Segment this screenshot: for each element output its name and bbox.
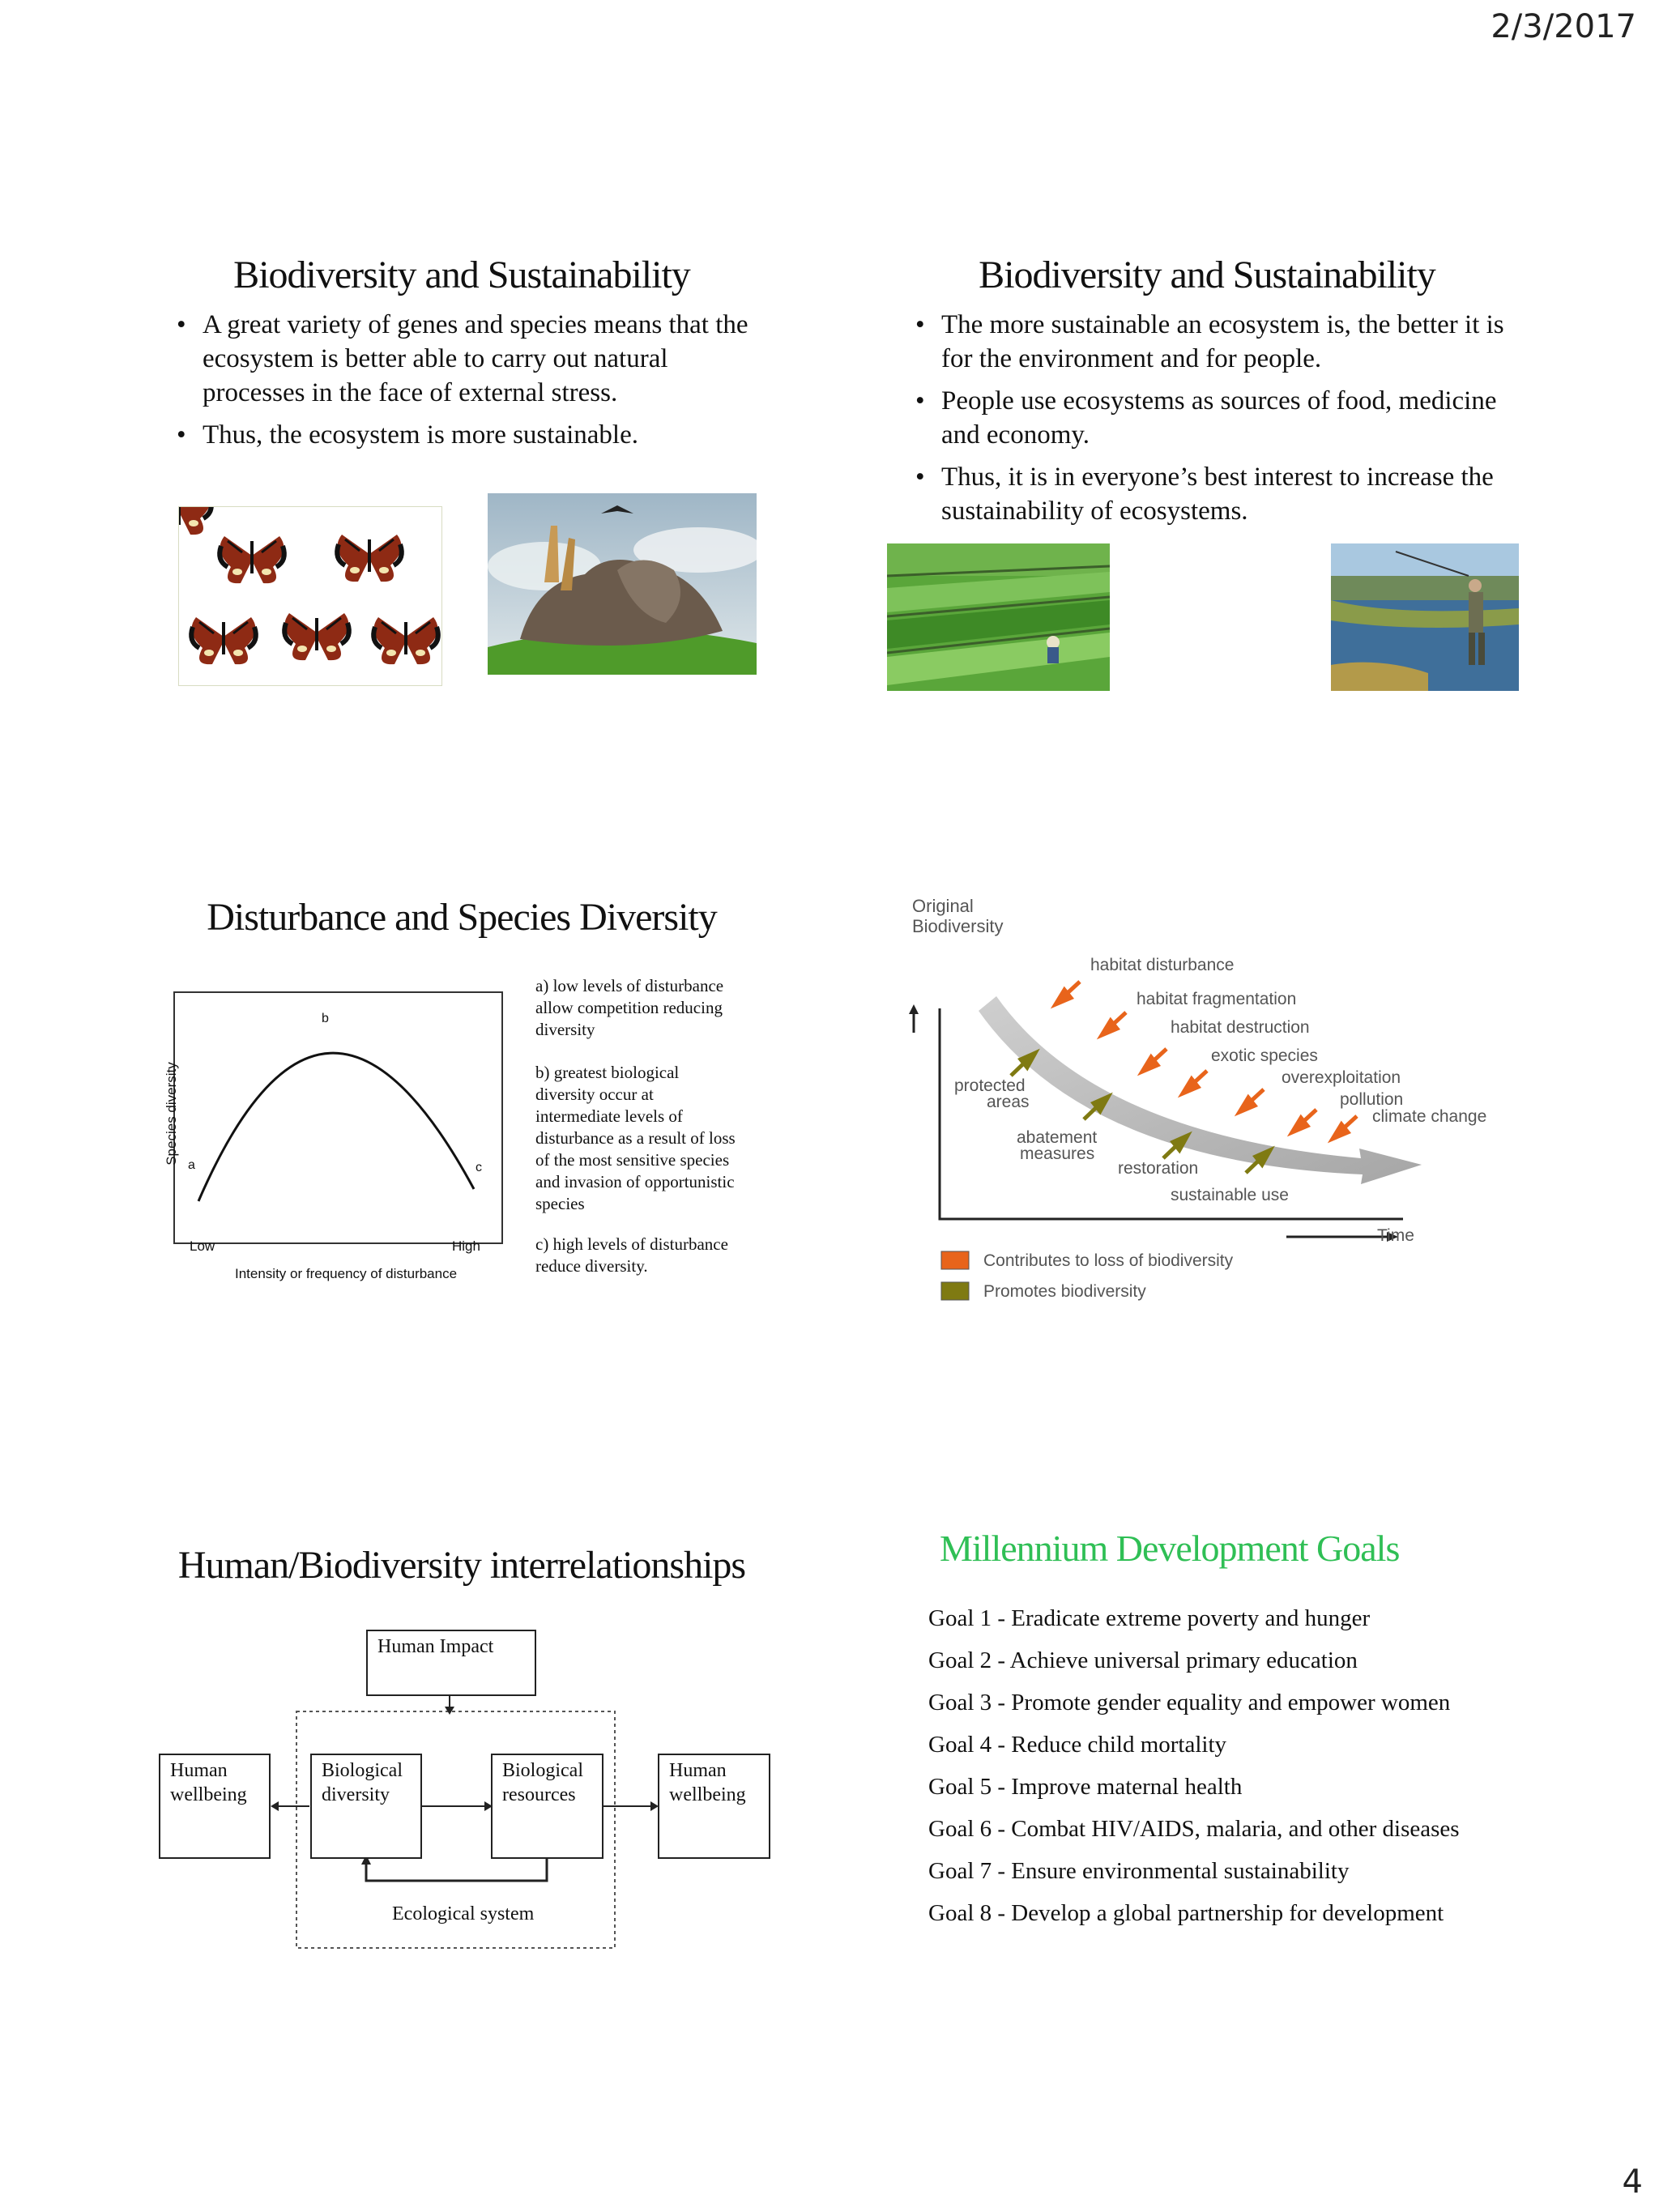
right-wellbeing-box [658, 1754, 770, 1859]
promote-label: abatement [1017, 1128, 1098, 1147]
page-date: 2/3/2017 [1491, 8, 1636, 45]
chart-y-label: Species diversity [164, 1062, 179, 1166]
note-b: b) greatest biological diversity occur at intermediate levels of disturbance as a result of loss of the most sensitive species and invasion of opportunistic species [535, 1063, 736, 1213]
note-c: c) high levels of disturbance reduce diversity. [535, 1234, 728, 1276]
chart-x-label: Intensity or frequency of disturbance [235, 1266, 458, 1281]
feedback-loop-arrow [366, 1856, 547, 1881]
biodiversity-trend-diagram [891, 891, 1523, 1312]
goal-item: Goal 5 - Improve maternal health [928, 1774, 1243, 1800]
loss-label: habitat disturbance [1090, 956, 1235, 974]
goals-list [928, 1605, 1544, 1942]
page-number: 4 [1622, 2163, 1643, 2201]
chart-frame [174, 992, 502, 1243]
promote-label: restoration [1118, 1159, 1199, 1178]
x-low-label: Low [190, 1238, 215, 1254]
legend-promote-label: Promotes biodiversity [983, 1282, 1146, 1301]
ecosystem-label: Ecological system [392, 1903, 535, 1924]
promote-label: measures [1020, 1144, 1095, 1163]
slide-1-title: Biodiversity and Sustainability [233, 254, 690, 296]
goal-item: Goal 2 - Achieve universal primary education [928, 1647, 1358, 1673]
legend-loss-swatch [941, 1251, 969, 1269]
slide-2-bullets [915, 308, 1515, 536]
disturbance-diversity-chart [138, 984, 510, 1292]
slide-2-bullet: • Thus, it is in everyone’s best interest to increase the sustainability of ecosystems. [915, 460, 1515, 528]
box-label: Biological [322, 1760, 403, 1781]
goal-item: Goal 6 - Combat HIV/AIDS, malaria, and other diseases [928, 1816, 1460, 1842]
legend-promote-swatch [941, 1282, 969, 1300]
loss-label: pollution [1340, 1090, 1404, 1109]
farm-fields-image [887, 543, 1110, 691]
loss-label: climate change [1372, 1107, 1487, 1126]
loss-label: exotic species [1211, 1046, 1318, 1065]
y-label-biodiversity: Biodiversity [912, 916, 1004, 936]
goal-item: Goal 8 - Develop a global partnership for development [928, 1900, 1444, 1926]
biological-resources-box [491, 1754, 603, 1859]
slide-3-title: Disturbance and Species Diversity [207, 896, 717, 939]
loss-label: habitat destruction [1171, 1018, 1310, 1037]
biological-diversity-box [310, 1754, 422, 1859]
promote-label: areas [987, 1093, 1030, 1111]
human-impact-label: Human Impact [377, 1636, 494, 1657]
box-label: wellbeing [170, 1784, 247, 1805]
butterflies-image [178, 506, 442, 686]
slide-2-title: Biodiversity and Sustainability [979, 254, 1435, 296]
slide-6-title: Millennium Development Goals [940, 1528, 1400, 1569]
human-impact-box [366, 1630, 536, 1696]
loss-label: overexploitation [1282, 1068, 1401, 1087]
goal-item: Goal 7 - Ensure environmental sustainability [928, 1858, 1350, 1884]
point-a-label: a [188, 1158, 195, 1172]
slide-2-bullet: • People use ecosystems as sources of food, medicine and economy. [915, 384, 1515, 452]
legend-loss-label: Contributes to loss of biodiversity [983, 1251, 1234, 1270]
box-label: Human [170, 1760, 228, 1781]
x-label-time: Time [1377, 1226, 1414, 1245]
box-label: diversity [322, 1784, 390, 1805]
left-wellbeing-box [159, 1754, 271, 1859]
loss-label: habitat fragmentation [1137, 990, 1297, 1008]
goal-item: Goal 1 - Eradicate extreme poverty and hunger [928, 1605, 1371, 1631]
interrelationship-diagram [154, 1620, 778, 1960]
point-b-label: b [322, 1012, 329, 1025]
goal-item: Goal 4 - Reduce child mortality [928, 1732, 1227, 1758]
fishing-image [1331, 543, 1519, 691]
slide-1-bullets [177, 308, 768, 460]
x-high-label: High [452, 1238, 480, 1254]
slide-5-title: Human/Biodiversity interrelationships [177, 1544, 746, 1587]
box-label: wellbeing [669, 1784, 746, 1805]
promote-label: protected [954, 1076, 1026, 1095]
slide-2-bullet: • The more sustainable an ecosystem is, the better it is for the environment and for people. [915, 308, 1515, 376]
note-a: a) low levels of disturbance allow competition reducing diversity [535, 976, 724, 1039]
animals-image [488, 493, 757, 675]
box-label: resources [502, 1784, 576, 1805]
slide-1-bullet: • A great variety of genes and species means that the ecosystem is better able to carry out natural processes in the face of external stress. [177, 308, 768, 410]
box-label: Biological [502, 1760, 583, 1781]
promote-label: sustainable use [1171, 1186, 1289, 1204]
slide-1-bullet: • Thus, the ecosystem is more sustainable. [177, 418, 768, 452]
point-c-label: c [476, 1161, 482, 1174]
diversity-curve [198, 1053, 474, 1201]
goal-item: Goal 3 - Promote gender equality and empower women [928, 1690, 1451, 1715]
y-label-original: Original [912, 896, 974, 916]
box-label: Human [669, 1760, 727, 1781]
